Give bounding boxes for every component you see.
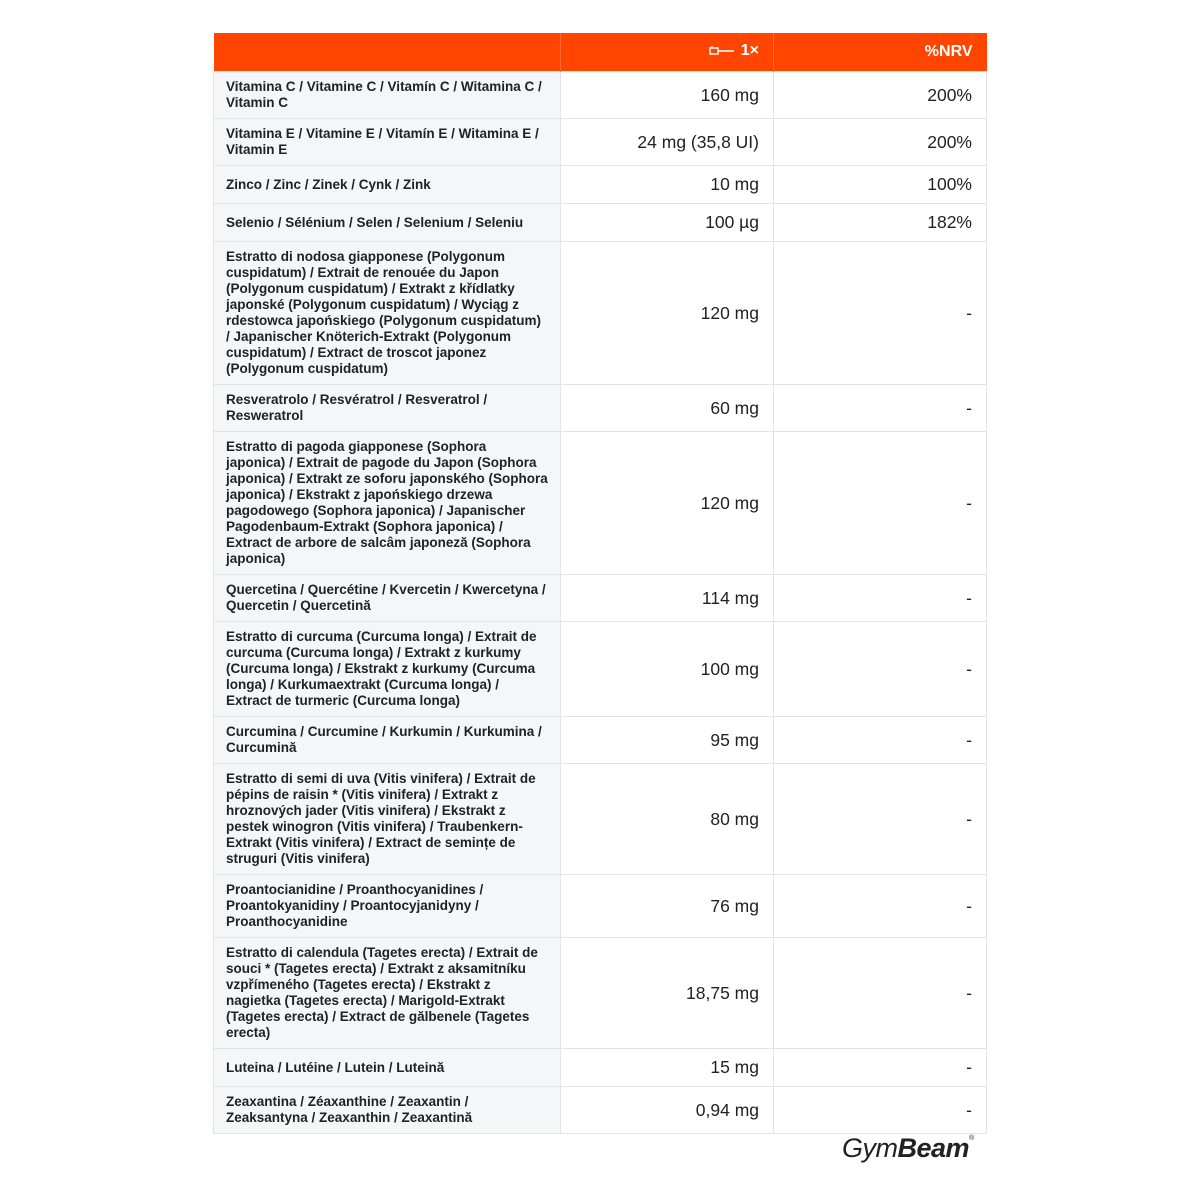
logo-registered-mark: ® <box>969 1135 974 1142</box>
table-row <box>214 622 987 717</box>
ingredient-name: Curcumina / Curcumine / Kurkumin / Kurkumina / Curcumină <box>214 717 561 764</box>
ingredient-nrv: 200% <box>774 72 987 119</box>
ingredient-amount: 18,75 mg <box>561 938 774 1049</box>
ingredient-nrv: - <box>774 242 987 385</box>
table-row <box>214 1049 987 1087</box>
ingredient-name: Estratto di calendula (Tagetes erecta) / Extrait de souci * (Tagetes erecta) / Extrakt z aksamitníku vzpřímeného (Tagetes erecta) / Ekstrakt z nagietka (Tagetes erecta) / Marigold-Extrakt (Tagetes erecta) / Extract de gălbenele (Tagetes erecta) <box>214 938 561 1049</box>
table-row <box>214 938 987 1049</box>
ingredient-nrv: - <box>774 432 987 575</box>
ingredient-nrv: - <box>774 385 987 432</box>
ingredient-amount: 76 mg <box>561 875 774 938</box>
gymbeam-logo <box>842 1133 987 1165</box>
ingredient-name: Proantocianidine / Proanthocyanidines / Proantokyanidiny / Proantocyjanidyny / Proanthocyanidine <box>214 875 561 938</box>
ingredient-nrv: - <box>774 1087 987 1134</box>
ingredient-name: Zeaxantina / Zéaxanthine / Zeaxantin / Zeaksantyna / Zeaxanthin / Zeaxantină <box>214 1087 561 1134</box>
ingredient-nrv: 100% <box>774 166 987 204</box>
ingredient-amount: 15 mg <box>561 1049 774 1087</box>
table-row <box>214 575 987 622</box>
logo-part-beam: Beam <box>897 1133 970 1163</box>
table-row <box>214 764 987 875</box>
header-ingredient-cell <box>214 33 561 72</box>
serving-label: 1× <box>740 42 759 59</box>
ingredient-nrv: - <box>774 764 987 875</box>
ingredient-name: Estratto di semi di uva (Vitis vinifera) / Extrait de pépins de raisin * (Vitis vinifera) / Extrakt z hroznových jader (Vitis vinifera) / Ekstrakt z pestek winogron (Vitis vinifera) / Traubenkern-Extrakt (Vitis vinifera) / Extract de semințe de struguri (Vitis vinifera) <box>214 764 561 875</box>
table-row <box>214 875 987 938</box>
ingredient-name: Selenio / Sélénium / Selen / Selenium / Seleniu <box>214 204 561 242</box>
ingredient-amount: 120 mg <box>561 242 774 385</box>
table-row <box>214 119 987 166</box>
ingredient-name: Vitamina C / Vitamine C / Vitamín C / Witamina C / Vitamin C <box>214 72 561 119</box>
ingredient-name: Luteina / Lutéine / Lutein / Luteină <box>214 1049 561 1087</box>
ingredient-nrv: - <box>774 938 987 1049</box>
table-header-row <box>214 33 987 72</box>
ingredient-name: Quercetina / Quercétine / Kvercetin / Kwercetyna / Quercetin / Quercetină <box>214 575 561 622</box>
ingredient-name: Zinco / Zinc / Zinek / Cynk / Zink <box>214 166 561 204</box>
ingredient-amount: 80 mg <box>561 764 774 875</box>
ingredient-amount: 160 mg <box>561 72 774 119</box>
ingredient-nrv: - <box>774 622 987 717</box>
ingredient-name: Estratto di pagoda giapponese (Sophora japonica) / Extrait de pagode du Japon (Sophora japonica) / Extrakt ze soforu japonského (Sophora japonica) / Ekstrakt z japońskiego drzewa pagodowego (Sophora japonica) / Japanischer Pagodenbaum-Extrakt (Sophora japonica) / Extract de arbore de salcâm japoneză (Sophora japonica) <box>214 432 561 575</box>
table-row <box>214 385 987 432</box>
ingredient-amount: 100 mg <box>561 622 774 717</box>
ingredient-nrv: - <box>774 717 987 764</box>
ingredient-nrv: - <box>774 575 987 622</box>
ingredient-amount: 10 mg <box>561 166 774 204</box>
header-serving-cell <box>561 33 774 72</box>
ingredient-name: Estratto di curcuma (Curcuma longa) / Extrait de curcuma (Curcuma longa) / Extrakt z kurkumy (Curcuma longa) / Ekstrakt z kurkumy (Curcuma longa) / Kurkumaextrakt (Curcuma longa) / Extract de turmeric (Curcuma longa) <box>214 622 561 717</box>
table-row <box>214 166 987 204</box>
ingredient-name: Vitamina E / Vitamine E / Vitamín E / Witamina E / Vitamin E <box>214 119 561 166</box>
ingredient-amount: 95 mg <box>561 717 774 764</box>
table-row <box>214 204 987 242</box>
ingredient-name: Resveratrolo / Resvératrol / Resveratrol / Resweratrol <box>214 385 561 432</box>
ingredient-amount: 100 µg <box>561 204 774 242</box>
ingredient-amount: 120 mg <box>561 432 774 575</box>
table-row <box>214 72 987 119</box>
table-row <box>214 1087 987 1134</box>
ingredient-amount: 0,94 mg <box>561 1087 774 1134</box>
ingredient-amount: 114 mg <box>561 575 774 622</box>
header-nrv-cell: %NRV <box>774 33 987 72</box>
ingredient-nrv: - <box>774 875 987 938</box>
ingredient-nrv: 182% <box>774 204 987 242</box>
logo-part-gym: Gym <box>842 1133 898 1163</box>
nutrition-table <box>213 33 987 1134</box>
scoop-icon <box>709 45 735 57</box>
ingredient-amount: 24 mg (35,8 UI) <box>561 119 774 166</box>
ingredient-name: Estratto di nodosa giapponese (Polygonum cuspidatum) / Extrait de renouée du Japon (Polygonum cuspidatum) / Extrakt z křídlatky japonské (Polygonum cuspidatum) / Wyciąg z rdestowca japońskiego (Polygonum cuspidatum) / Japanischer Knöterich-Extrakt (Polygonum cuspidatum) / Extract de troscot japonez (Polygonum cuspidatum) <box>214 242 561 385</box>
table-row <box>214 432 987 575</box>
ingredient-nrv: - <box>774 1049 987 1087</box>
ingredient-nrv: 200% <box>774 119 987 166</box>
ingredient-amount: 60 mg <box>561 385 774 432</box>
table-row <box>214 242 987 385</box>
table-row <box>214 717 987 764</box>
